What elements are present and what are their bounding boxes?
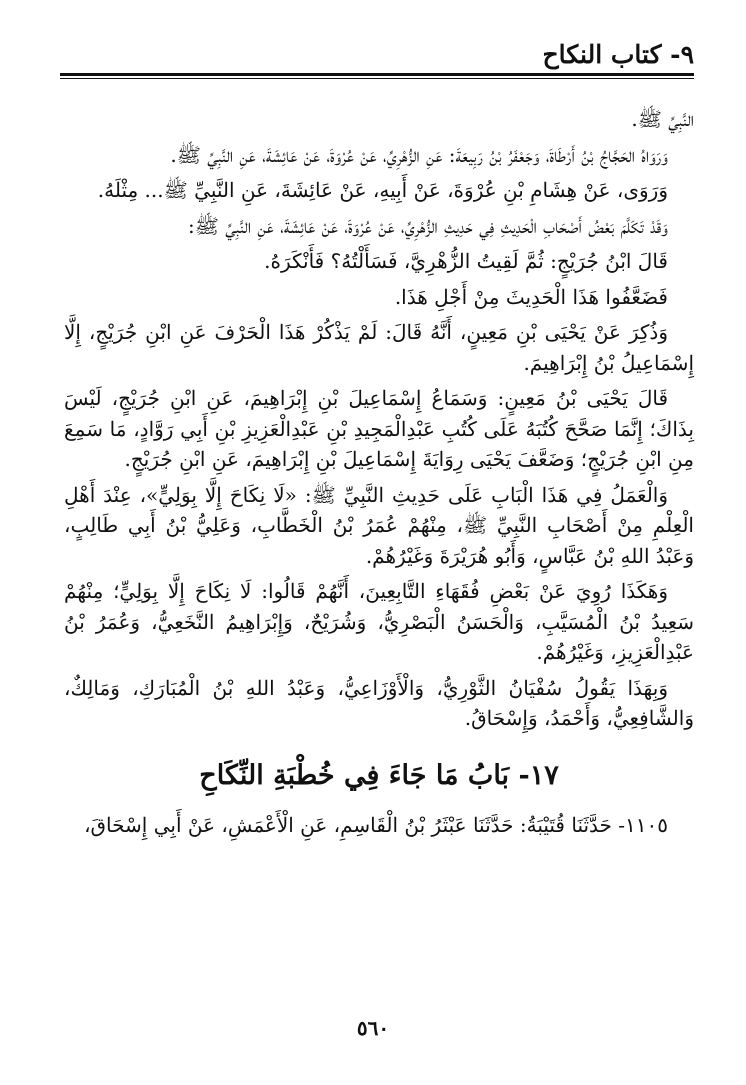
paragraph: وَالْعَمَلُ فِي هَذَا الْبَابِ عَلَى حَدِيثِ النَّبِيِّ ﷺ: «لَا نِكَاحَ إِلَّا بِوَلِيٍّ»، عِنْدَ أَهْلِ الْعِلْمِ مِنْ أَصْحَابِ النَّبِيِّ ﷺ، مِنْهُمْ عُمَرُ بْنُ الْخَطَّابِ، وَعَلِيُّ بْنُ أَبِي طَالِبٍ، وَعَبْدُ اللهِ بْنُ عَبَّاسٍ، وَأَبُو هُرَيْرَةَ وَغَيْرُهُمْ. (64, 482, 694, 568)
paragraph: قَالَ يَحْيَى بْنُ مَعِينٍ: وَسَمَاعُ إِسْمَاعِيلَ بْنِ إِبْرَاهِيمَ، عَنِ ابْنِ جُرَيْجٍ، لَيْسَ بِذَاكَ؛ إِنَّمَا صَحَّحَ كُتُبَهُ عَلَى كُتُبِ عَبْدِالْمَجِيدِ بْنِ عَبْدِالْعَزِيزِ بْنِ أَبِي رَوَّادٍ، مَا سَمِعَ مِنِ ابْنِ جُرَيْجٍ؛ وَضَعَّفَ يَحْيَى رِوَايَةَ إِسْمَاعِيلَ بْنِ إِبْرَاهِيمَ، عَنِ ابْنِ جُرَيْجٍ. (64, 386, 694, 471)
paragraph: وَذُكِرَ عَنْ يَحْيَى بْنِ مَعِينٍ، أَنَّهُ قَالَ: لَمْ يَذْكُرْ هَذَا الْحَرْفَ عَنِ ابْنِ جُرَيْجٍ، إِلَّا إِسْمَاعِيلُ بْنُ إِبْرَاهِيمَ. (64, 320, 694, 375)
header-rule (60, 73, 694, 76)
section-heading: ١٧- بَابُ مَا جَاءَ فِي خُطْبَةِ النِّكَاحِ (199, 759, 559, 791)
chapter-title: ٩- كتاب النكاح (542, 40, 694, 69)
paragraph: وَهَكَذَا رُوِيَ عَنْ بَعْضِ فُقَهَاءِ التَّابِعِينَ، أَنَّهُمْ قَالُوا: لَا نِكَاحَ إِلَّا بِوَلِيٍّ؛ مِنْهُمْ سَعِيدُ بْنُ الْمُسَيَّبِ، وَالْحَسَنُ الْبَصْرِيُّ، وَشُرَيْحٌ، وَإِبْرَاهِيمُ النَّخَعِيُّ، وَعُمَرُ بْنُ عَبْدِالْعَزِيزِ، وَغَيْرُهُمْ. (64, 579, 694, 664)
paragraph: وَرَوَاهُ الحَجَّاجُ بْنُ أَرْطَاةَ، وَجَعْفَرُ بْنُ رَبِيعَةَ: عَنِ الزُّهْرِيِّ، عَنْ عُرْوَةَ، عَنْ عَائِشَةَ، عَنِ النَّبِيِّ ﷺ. (170, 142, 668, 167)
paragraph: وَقَدْ تَكَلَّمَ بَعْضُ أَصْحَابِ الْحَدِيثِ فِي حَدِيثِ الزُّهْرِيِّ، عَنْ عُرْوَةَ، عَنْ عَائِشَةَ، عَنِ النَّبِيِّ ﷺ: (188, 213, 668, 238)
page-body (64, 104, 694, 845)
header-rule-thin (60, 78, 694, 79)
paragraph: قَالَ ابْنُ جُرَيْجٍ: ثُمَّ لَقِيتُ الزُّهْرِيَّ، فَسَأَلْتُهُ؟ فَأَنْكَرَهُ. (264, 249, 668, 273)
hadith-paragraph: ١١٠٥- حَدَّثَنَا قُتَيْبَةُ: حَدَّثَنَا عَبْثَرُ بْنُ الْقَاسِمِ، عَنِ الْأَعْمَشِ، عَنْ أَبِي إِسْحَاقَ، (84, 812, 668, 837)
paragraph: فَضَعَّفُوا هَذَا الْحَدِيثَ مِنْ أَجْلِ هَذَا. (394, 284, 668, 309)
paragraph: وَبِهَذَا يَقُولُ سُفْيَانُ الثَّوْرِيُّ، وَالْأَوْزَاعِيُّ، وَعَبْدُ اللهِ بْنُ الْمُبَارَكِ، وَمَالِكٌ، وَالشَّافِعِيُّ، وَأَحْمَدُ، وَإِسْحَاقُ. (64, 675, 694, 730)
page-header (60, 38, 694, 74)
paragraph: النَّبِيِّ ﷺ. (631, 107, 694, 131)
page-number: ٥٦٠ (356, 1016, 390, 1040)
paragraph: وَرَوَى، عَنْ هِشَامِ بْنِ عُرْوَةَ، عَنْ أَبِيهِ، عَنْ عَائِشَةَ، عَنِ النَّبِيِّ ﷺ... مِثْلَهُ. (97, 178, 668, 202)
